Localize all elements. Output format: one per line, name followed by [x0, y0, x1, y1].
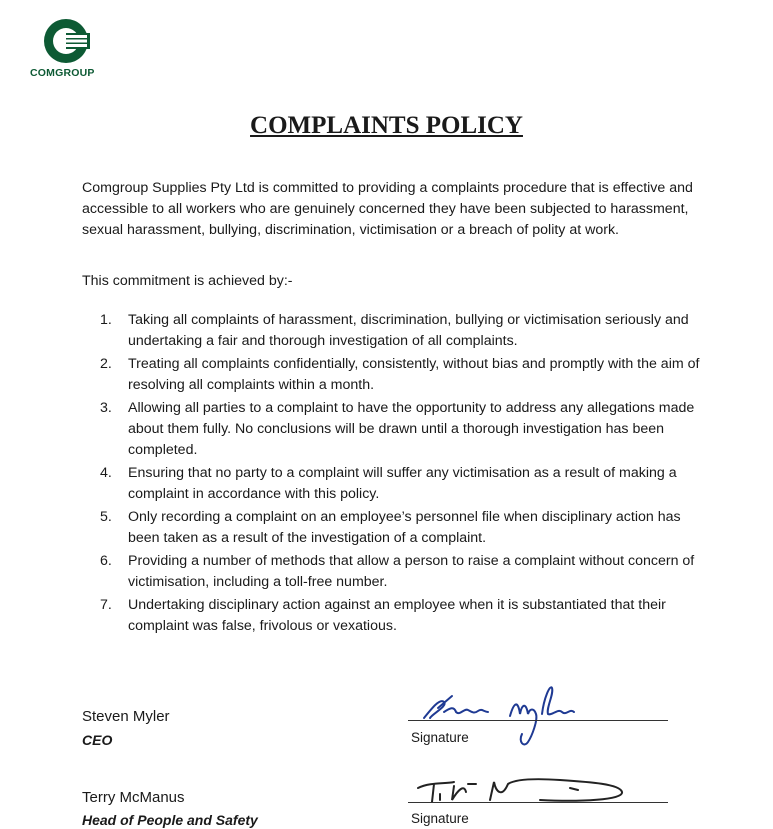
list-item — [100, 507, 705, 549]
signature-label: Signature — [411, 730, 469, 745]
list-item — [100, 551, 705, 593]
list-item — [100, 398, 705, 461]
comgroup-logo-icon — [39, 18, 93, 64]
list-item-number: 4. — [100, 465, 112, 481]
list-item-text: Treating all complaints confidentially, consistently, without bias and promptly with the aim of resolving all complaints within a month. — [128, 356, 700, 393]
list-item — [100, 310, 705, 352]
list-item-text: Ensuring that no party to a complaint will suffer any victimisation as a result of making a complaint in accordance with this policy. — [128, 465, 677, 502]
list-item — [100, 463, 705, 505]
signature-label: Signature — [411, 811, 469, 826]
page-title: COMPLAINTS POLICY — [250, 112, 523, 139]
signatory-name-ceo: Steven Myler — [82, 708, 170, 725]
logo-wordmark: COMGROUP — [30, 67, 95, 79]
list-item-text: Only recording a complaint on an employee’s personnel file when disciplinary action has been taken as a result of the investigation of a complaint. — [128, 509, 681, 546]
list-item-number: 5. — [100, 509, 112, 525]
company-logo — [30, 18, 102, 79]
list-item-number: 3. — [100, 400, 112, 416]
signatory-role-head-of-people: Head of People and Safety — [82, 812, 258, 828]
list-item-text: Allowing all parties to a complaint to have the opportunity to address any allegations made about them fully. No conclusions will be drawn until a thorough investigation has been completed. — [128, 400, 695, 458]
list-item-number: 2. — [100, 356, 112, 372]
commitment-lead: This commitment is achieved by:- — [82, 273, 293, 289]
signatory-name-head-of-people: Terry McManus — [82, 789, 185, 806]
list-item-text: Taking all complaints of harassment, discrimination, bullying or victimisation seriously and undertaking a fair and thorough investigation of all complaints. — [128, 312, 689, 349]
list-item-number: 7. — [100, 597, 112, 613]
intro-paragraph: Comgroup Supplies Pty Ltd is committed to providing a complaints procedure that is effective and accessible to all workers who are genuinely concerned they have been subjected to harassment, sexual harassment, bullying, discrimination, victimisation or a breach of polity at work. — [82, 180, 693, 238]
list-item-number: 6. — [100, 553, 112, 569]
commitment-list — [100, 310, 705, 639]
signature-line — [408, 802, 668, 803]
list-item-text: Undertaking disciplinary action against an employee when it is substantiated that their complaint was false, frivolous or vexatious. — [128, 597, 666, 634]
list-item — [100, 354, 705, 396]
signatory-role-ceo: CEO — [82, 732, 113, 748]
signature-line — [408, 720, 668, 721]
list-item-text: Providing a number of methods that allow a person to raise a complaint without concern of victimisation, including a toll-free number. — [128, 553, 695, 590]
list-item-number: 1. — [100, 312, 112, 328]
list-item — [100, 595, 705, 637]
head-of-people-handwritten-signature — [410, 770, 640, 810]
